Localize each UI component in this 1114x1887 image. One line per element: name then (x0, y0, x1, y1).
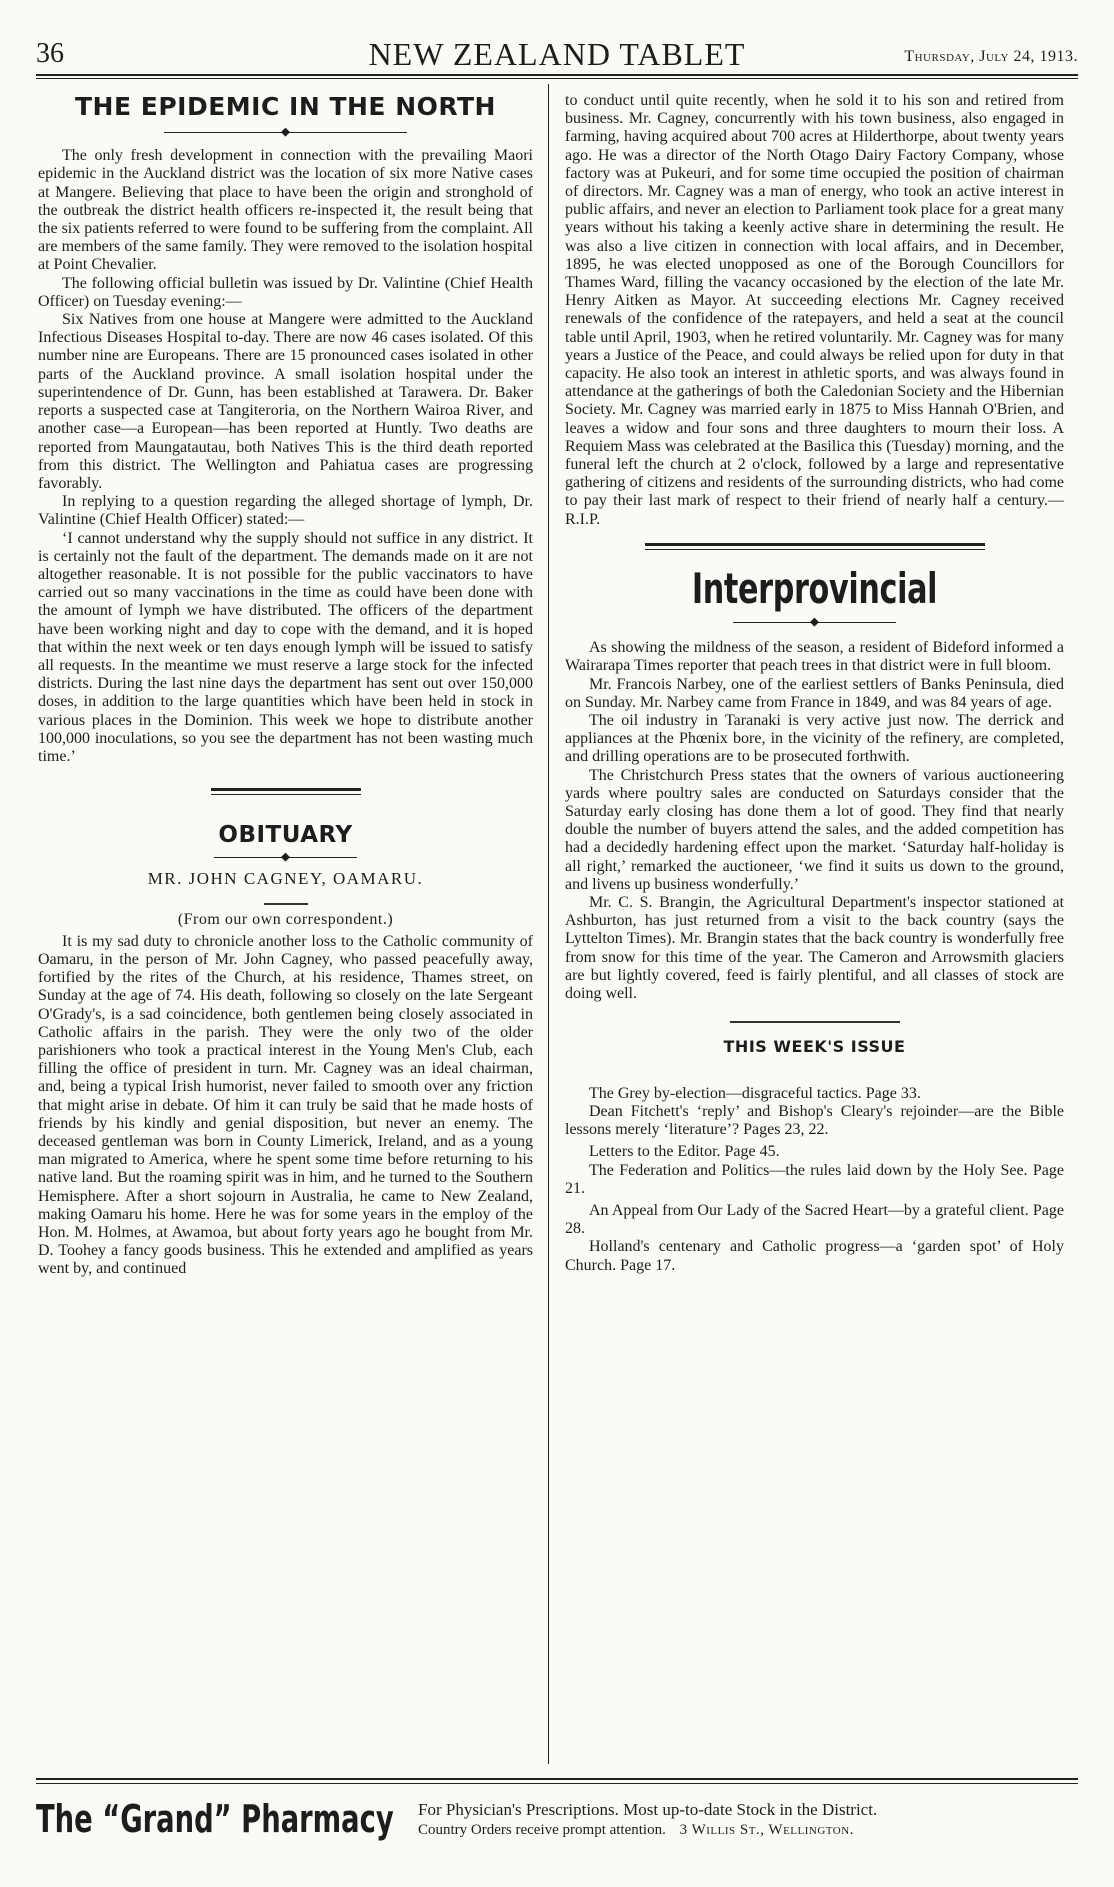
subtitle-rule (264, 903, 308, 905)
header-rule-thin (36, 78, 1078, 79)
interprovincial-paragraph: The Christchurch Press states that the owners of various auctioneering yards where poultry sales are conducted on Saturdays consider that the Saturday early closing has done them a lot of good. They find that nearly double the number of buyers attend the sales, and the added competition has had a decidedly hardening effect upon the market. ‘Saturday half-holiday is all right,’ remarked the auctioneer, ‘we find it suits us down to the ground, and livens up business wonderfully.’ (565, 766, 1064, 893)
page-header (36, 32, 1078, 78)
obituary-subtitle: MR. JOHN CAGNEY, OAMARU. (147, 869, 424, 889)
advert-address: 3 Willis St., Wellington. (679, 1822, 854, 1838)
interprovincial-title: Interprovincial (691, 563, 938, 613)
column-divider (548, 84, 549, 1764)
advert-text (418, 1799, 1078, 1841)
issue-item: Dean Fitchett's ‘reply’ and Bishop's Cleary's rejoinder—are the Bible lessons merely ‘literature’? Pages 23, 22. (565, 1102, 1064, 1139)
epidemic-paragraph: ‘I cannot understand why the supply should not suffice in any district. It is certainly not the fault of the department. The demands made on it are not altogether reasonable. It is not possible for the public vaccinators to have carried out so many vaccinations in the time as could have been done with the amount of lymph we have distributed. The officers of the department have been working night and day to cope with the demand, and it is hoped that within the next week or ten days enough lymph will be issued to satisfy all requests. In the meantime we must reserve a large stock for the infected districts. During the last nine days the department has sent out over 150,000 doses, in addition to the large quantities which have been held in stock in various places in the Dominion. This week we hope to distribute another 100,000 inoculations, so you see the department has not been wasting much time.’ (38, 529, 533, 765)
obituary-paragraph: It is my sad duty to chronicle another loss to the Catholic community of Oamaru, in the person of Mr. John Cagney, who passed peacefully away, fortified by the rites of the Church, at his residence, Thames street, on Sunday at the age of 74. His death, following so closely on the late Sergeant O'Grady's, is a sad coincidence, both gentlemen being closely associated in Catholic affairs in the parish. They were the only two of the older parishioners who took a practical interest in the Young Men's Club, each filling the office of president in turn. Mr. Cagney was an ideal chairman, and, being a typical Irish humorist, never failed to smooth over any friction that might arise in debate. Of him it can truly be said that he made hosts of friends by his kindly and genial disposition, but never an enemy. The deceased gentleman was born in County Limerick, Ireland, and as a young man migrated to America, where he spent some time before returning to his native land. But the roaming spirit was in him, and he turned to the Southern Hemisphere. After a short sojourn in Australia, he came to New Zealand, making Oamaru his home. Here he was for some years in the employ of the Hon. M. Holmes, at Awamoa, but about forty years ago he bought from Mr. D. Toohey a fancy goods business. This he extended and amplified as years went by, and continued (38, 932, 533, 1278)
obituary-byline: (From our own correspondent.) (177, 910, 394, 928)
issue-date: Thursday, July 24, 1913. (904, 48, 1078, 65)
advert-line-2 (418, 1820, 1078, 1841)
section-divider (645, 543, 985, 550)
issue-item: The Grey by-election—disgraceful tactics. Page 33. (589, 1084, 921, 1102)
title-ornament: ◆ (38, 849, 533, 864)
issue-item: The Federation and Politics—the rules laid down by the Holy See. Page 21. (565, 1161, 1064, 1197)
title-ornament: ◆ (38, 124, 533, 139)
issue-item: An Appeal from Our Lady of the Sacred Heart—by a grateful client. Page 28. (565, 1201, 1064, 1238)
footer-rule-thin (36, 1783, 1078, 1784)
interprovincial-paragraph: As showing the mildness of the season, a resident of Bideford informed a Wairarapa Times reporter that peach trees in that district were in full bloom. (565, 639, 1064, 675)
obituary-title: OBITUARY (218, 822, 353, 849)
section-divider (730, 1021, 900, 1023)
header-rule (36, 74, 1078, 76)
epidemic-paragraph: Six Natives from one house at Mangere were admitted to the Auckland Infectious Diseases Hospital to-day. There are now 46 cases isolated. Of this number nine are Europeans. There are 15 pronounced cases isolated in other parts of the Auckland province. A small isolation hospital under the superintendence of Dr. Gunn, has been established at Tarawera. Dr. Baker reports a suspected case at Tangiteroria, on the Northern Wairoa River, and another case—a European—has been reported at Huntly. Two deaths are reported from Maungatautau, both Natives This is the third death reported from this district. The Wellington and Pahiatua cases are progressing favorably. (38, 311, 533, 492)
title-ornament: ◆ (565, 614, 1064, 629)
this-weeks-issue-title: THIS WEEK'S ISSUE (723, 1036, 906, 1056)
footer-rule (36, 1778, 1078, 1780)
interprovincial-paragraph: The oil industry in Taranaki is very active just now. The derrick and appliances at the Phœnix bore, in the vicinity of the refinery, are completed, and drilling operations are to be prosecuted forthwith. (565, 711, 1064, 766)
epidemic-paragraph: The following official bulletin was issued by Dr. Valintine (Chief Health Officer) on Tuesday evening:— (38, 274, 533, 310)
right-column (565, 92, 1064, 1275)
epidemic-paragraph: In replying to a question regarding the alleged shortage of lymph, Dr. Valintine (Chief Health Officer) stated:— (38, 493, 533, 529)
advert-name: The “Grand” Pharmacy (36, 1797, 394, 1841)
interprovincial-paragraph: Mr. C. S. Brangin, the Agricultural Department's inspector stationed at Ashburton, has just returned from a visit to the back country (says the Lyttelton Times). Mr. Brangin states that the back country is wonderfully free from snow for this time of the year. The Cameron and Arrowsmith glaciers are but lightly covered, feed is fairly plentiful, and all classes of stock are doing well. (565, 893, 1064, 1002)
issue-item: Holland's centenary and Catholic progress—a ‘garden spot’ of Holy Church. Page 17. (565, 1238, 1064, 1274)
page-number: 36 (36, 38, 64, 69)
interprovincial-paragraph: Mr. Francois Narbey, one of the earliest settlers of Banks Peninsula, died on Sunday. Mr. Narbey came from France in 1849, and was 84 years of age. (565, 675, 1064, 711)
epidemic-paragraph: The only fresh development in connection with the prevailing Maori epidemic in the Auckland district was the location of six more Native cases at Mangere. Believing that place to have been the origin and stronghold of the outbreak the district health officers re-inspected it, the result being that the six patients referred to were found to be suffering from the complaint. All are members of the same family. They were removed to the isolation hospital at Point Chevalier. (38, 147, 533, 274)
obituary-continued: to conduct until quite recently, when he sold it to his son and retired from business. Mr. Cagney, concurrently with his town business, also engaged in farming, having acquired about 700 acres at Hilderthorpe, about twenty years ago. He was a director of the North Otago Dairy Factory Company, whose factory was at Pukeuri, and for some time occupied the position of chairman of directors. Mr. Cagney was a man of energy, who took an active interest in public affairs, and never an election to Parliament took place for a great many years without his taking a keenly active share in determining the result. He was also a live citizen in connection with local affairs, and in December, 1895, he was elected unopposed as one of the Borough Councillors for Thames Ward, filling the vacancy occasioned by the election of the late Mr. Henry Aitken as Mayor. At succeeding elections Mr. Cagney received renewals of the confidence of the ratepayers, and held a seat at the council table until April, 1903, when he retired voluntarily. Mr. Cagney was for many years a Justice of the Peace, and could always be relied upon for duty in that capacity. He also took an interest in athletic sports, and was always found in attendance at the gatherings of both the Caledonian Society and the Hibernian Society. Mr. Cagney was married early in 1875 to Miss Hannah O'Brien, and leaves a widow and four sons and three daughters to mourn their loss. A Requiem Mass was celebrated at the Basilica this (Tuesday) morning, and the funeral left the church at 2 o'clock, followed by a large and representative gathering of citizens and residents of the surrounding districts, who had come to pay their last mark of respect to their friend of nearly half a century.—R.I.P. (565, 92, 1064, 528)
section-divider (211, 788, 361, 795)
issue-list (565, 1085, 1064, 1275)
issue-item: Letters to the Editor. Page 45. (589, 1143, 780, 1161)
advert-line-1: For Physician's Prescriptions. Most up-to-date Stock in the District. (418, 1800, 878, 1819)
epidemic-title: THE EPIDEMIC IN THE NORTH (75, 92, 496, 121)
left-column (38, 92, 533, 1279)
advert-line-2-start: Country Orders receive prompt attention. (418, 1822, 666, 1838)
masthead: NEW ZEALAND TABLET (368, 36, 746, 72)
